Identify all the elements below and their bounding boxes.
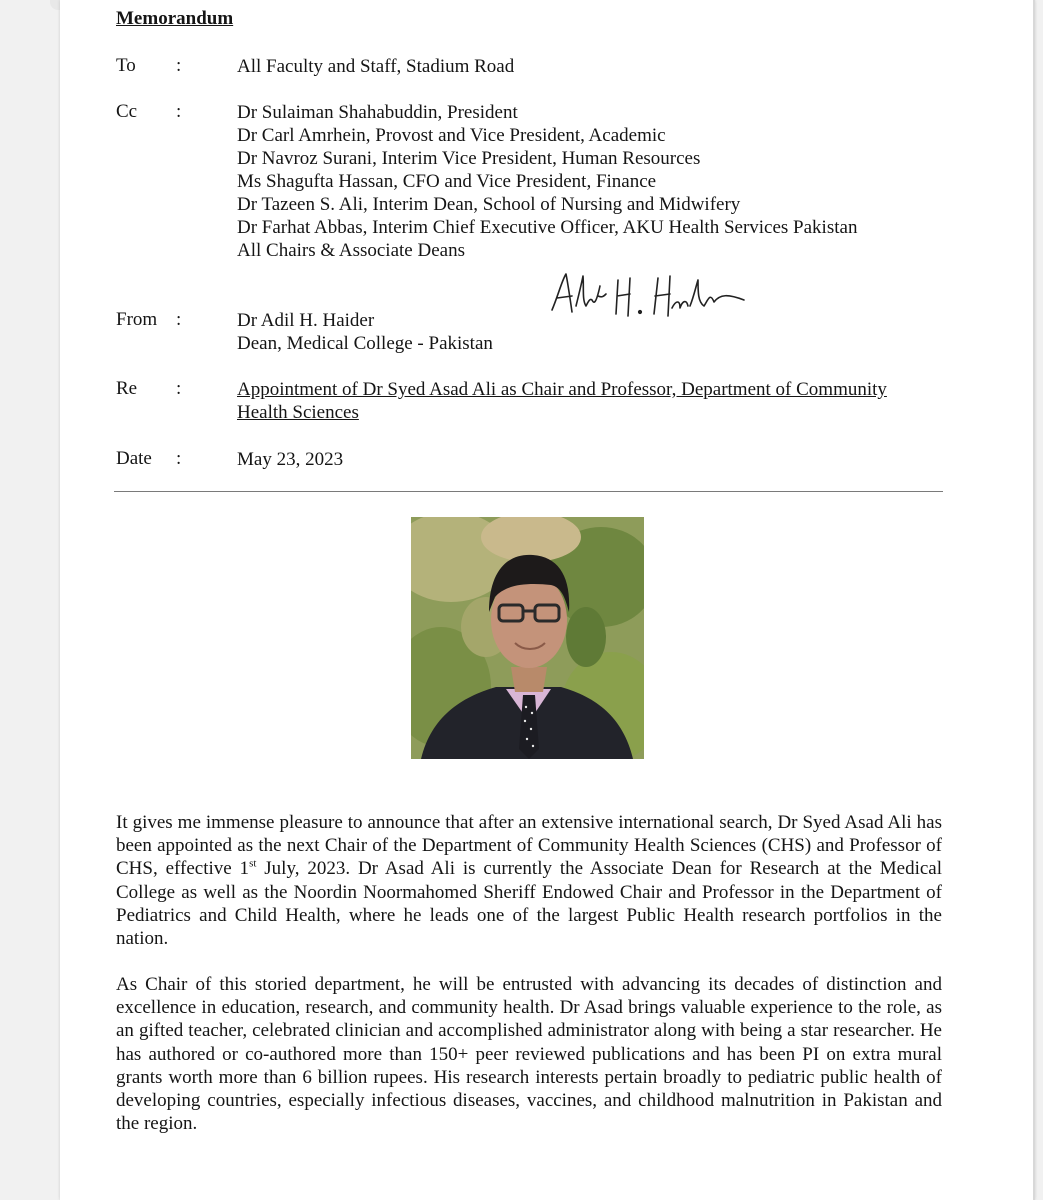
memo-title: Memorandum [116, 8, 234, 29]
date-label: Date [116, 448, 152, 469]
re-subject: Appointment of Dr Syed Asad Ali as Chair and Professor, Department of Community Health Sciences [237, 379, 887, 423]
para1-text-a: It gives me immense pleasure to announce that after an extensive international search, Dr Syed Asad Ali has been appointed as the next Chair of the Department of Community Health Sciences (CHS) and Professor of CHS, effective 1 [116, 812, 942, 880]
body-paragraph-1 [116, 811, 942, 950]
header-divider [114, 491, 943, 492]
handwritten-signature [548, 266, 748, 326]
cc-recipient: Dr Navroz Surani, Interim Vice President, Human Resources [237, 148, 701, 169]
portrait-photo [411, 517, 644, 759]
re-colon: : [176, 378, 182, 399]
date-colon: : [176, 448, 182, 469]
from-name: Dr Adil H. Haider [237, 310, 375, 331]
from-colon: : [176, 309, 182, 330]
cc-recipient: All Chairs & Associate Deans [237, 240, 465, 261]
cc-recipient: Dr Tazeen S. Ali, Interim Dean, School of Nursing and Midwifery [237, 194, 741, 215]
to-value: All Faculty and Staff, Stadium Road [237, 56, 515, 77]
re-label: Re [116, 378, 138, 399]
cc-recipient: Dr Sulaiman Shahabuddin, President [237, 102, 518, 123]
body-paragraph-2: As Chair of this storied department, he will be entrusted with advancing its decades of distinction and excellence in education, research, and community health. Dr Asad brings valuable experience to the role, as an gifted teacher, celebrated clinician and accomplished administrator along with being a star researcher. He has authored or co-authored more than 150+ peer reviewed publications and has been PI on extra mural grants worth more than 6 billion rupees. His research interests pertain broadly to pediatric public health of developing countries, especially infectious diseases, vaccines, and childhood malnutrition in Pakistan and the region. [116, 974, 942, 1135]
from-label: From [116, 309, 158, 330]
cc-colon: : [176, 101, 182, 122]
ordinal-suffix: st [249, 858, 257, 871]
cc-recipient: Dr Carl Amrhein, Provost and Vice President, Academic [237, 125, 666, 146]
to-label: To [116, 55, 136, 76]
date-value: May 23, 2023 [237, 449, 344, 470]
from-title: Dean, Medical College - Pakistan [237, 333, 493, 354]
cc-recipient: Ms Shagufta Hassan, CFO and Vice President, Finance [237, 171, 657, 192]
page-edge-rule [1033, 0, 1035, 1200]
cc-label: Cc [116, 101, 138, 122]
cc-recipient: Dr Farhat Abbas, Interim Chief Executive Officer, AKU Health Services Pakistan [237, 217, 858, 238]
to-colon: : [176, 55, 182, 76]
cc-recipient-list [237, 101, 857, 262]
para1-text-b: July, 2023. Dr Asad Ali is currently the Associate Dean for Research at the Medical College as well as the Noordin Noormahomed Sheriff Endowed Chair and Professor in the Department of Pediatrics and Child Health, where he leads one of the largest Public Health research portfolios in the nation. [116, 858, 943, 950]
